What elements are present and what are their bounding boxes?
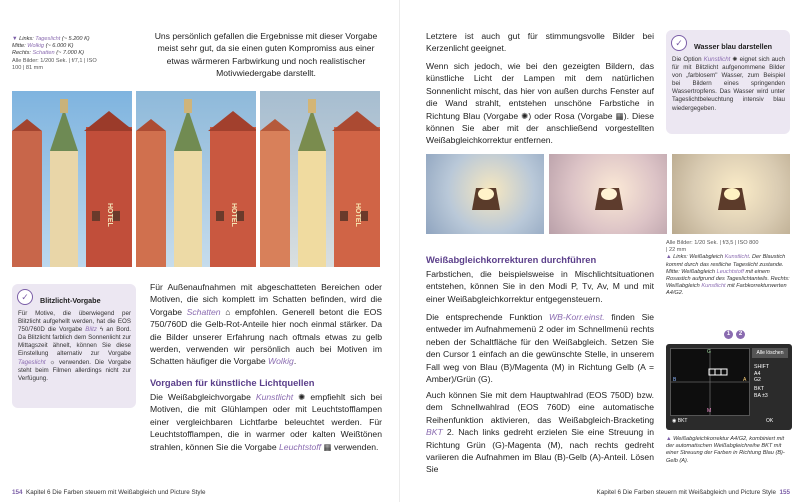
photo-shade [260,91,380,267]
tip-title: Blitzlicht-Vorgabe [40,296,101,305]
wb-grid-lines [671,349,749,415]
right-page [400,0,800,502]
hotel-sign: HOTEL [106,203,113,227]
wb-grid[interactable] [670,348,750,416]
photo-daylight [12,91,132,267]
shift-readout: SHIFT A4 G2 [754,364,769,383]
lamp-photo-corrected [672,154,790,234]
mixed-light-paragraph: Wenn sich jedoch, wie bei den gezeigten Bildern, das künstliche Licht der Lampen mit dem natürlichen Sonnenlicht mischt, das hier von außen durchs Fenster auf die Wand strahlt, entstehen unschöne Farbstiche in Richtung Blau (Vorgabe ✺) oder Rosa (Vorgabe ▦). Diese können Sie aber mit der anschließend vorgestellten Weißabgleichkorrektur entfernen. [426,61,655,146]
axis-a: A [743,377,747,383]
function-paragraph: Die entsprechende Funktion WB-Korr.einst. finden Sie entweder im Aufnahmemenü 2 oder im Schnellmenü rechts neben der Schaltfläche für den Weißabgleich. Setzen Sie den Cursor 1 einfach an die gewünschte Stelle, in unserem Fall weg von Blau (B)/Magenta (M) in Richtung Gelb (A = Amber)/Grün (G). [426,312,654,385]
tower-illustration [260,91,380,267]
tower-illustration [136,91,256,267]
tip-title: Wasser blau darstellen [694,42,773,51]
lamp-photo-fluorescent [549,154,667,234]
screen-caption: ▲ Weißabgleichkorrektur A4/G2, kombiniert mit der automatischen Weißabgleichreihe BKT mit einer Streuung der Farben in Richtung Blau (B)-Gelb (A). [666,436,785,464]
lamp-caption: Alle Bilder: 1/20 Sek. | f/3,5 | ISO 800 | 22 mm ▲ Links: Weißabgleich Kunstlicht. Der Blaustich kommt durch das restliche Tageslicht zustande. Mitte: Weißabgleich Leuchtstoff mit einem Rosastich aufgrund des Tageslichtanteils. Rechts: Weißabgleich Kunstlicht mit Farbkorrekturwerten A4/G2. [666,240,790,297]
tower-illustration [12,91,132,267]
hotel-sign: HOTEL [230,203,237,227]
wall-lamp [549,154,667,234]
lamp-photo-tungsten [426,154,544,234]
check-icon: ✓ [17,289,33,305]
tip-text: Für Motive, die überwiegend per Blitzlicht aufgehellt werden, hat die EOS 750/760D die Vorgabe Blitz ϟ an Bord. Da Blitzlicht farblich dem Sonnenlicht zur Mittagszeit ähnelt, können Sie diese Einstellung alternativ zur Vorgabe Tageslicht ☼ verwenden. Die Vorgabe steht beim Filmen allerdings nicht zur Verfügung. [18,310,132,382]
artificial-light-paragraph: Die Weißabgleichvorgabe Kunstlicht ✺ empfiehlt sich bei Motiven, die mit Glühlampen oder mit Leuchtstofflampen einer vergleichbaren Lichtfarbe beleuchtet werden. Für Leuchtstofflampen, die in warmer oder kalten Weißtönen strahlen, können Sie die Vorgabe Leuchtstoff ▦ verwenden. [150,392,383,452]
candle-paragraph: Letztere ist auch gut für stimmungsvolle Bilder bei Kerzenlicht geeignet. [426,31,654,54]
clear-all-button[interactable]: Alle löschen [752,348,788,358]
camera-screen [666,344,792,430]
intro-paragraph: Uns persönlich gefallen die Ergebnisse mit dieser Vorgabe meist sehr gut, da sie einen guten Kompromiss aus einer etwas wärmeren Farbwirkung und noch realistischer Motivwiedergabe darstellt. [154,31,378,79]
check-icon: ✓ [671,35,687,51]
tip-text: Die Option Kunstlicht ✺ eignet sich auch für mit Blitzlicht aufgenommene Bilder von „farblosem" Wasser, zum Beispiel bei Bildern eines springenden Wassertropfens. Das Wasser wird unter Tageslichtbeleuchtung intensiv blau wiedergegeben. [672,56,785,112]
page-footer: 154 Kapitel 6 Die Farben steuern mit Weißabgleich und Picture Style [12,489,206,496]
photo-cloudy [136,91,256,267]
correction-paragraph: Farbstichen, die beispielsweise in Mischlichtsituationen entstehen, können Sie in den Modi P, Tv, Av, M und mit einer Weißabgleichkorrektur entgegensteuern. [426,269,654,304]
hotel-sign: HOTEL [354,203,361,227]
axis-b: B [673,377,677,383]
callout-marker-1: 1 [724,330,733,339]
photo-caption: ▼ Links: Tageslicht (~ 5.200 K) Mitte: Wolkig (~ 6.000 K) Rechts: Schatten (~ 7.000 K) Alle Bilder: 1/200 Sek. | f/7,1 | ISO 100 | 81 mm [12,36,97,71]
axis-m: M [707,408,712,414]
tip-box-flash [12,284,136,408]
bracketing-paragraph: Auch können Sie mit dem Hauptwahlrad (EOS 750D) bzw. dem Schnellwahlrad (EOS 760D) eine automatische Reihenfunktion aktivieren, das Weißabgleich-Bracketing BKT 2. Nach links gedreht erzielen Sie eine Streuung in Richtung Grün (G)-Magenta (M), nach rechts gedreht variieren die Aufnahmen im Blau (B)-Gelb (A)-Anteil. Lösen Sie [426,390,654,475]
page-footer: Kapitel 6 Die Farben steuern mit Weißabgleich und Picture Style 155 [596,489,790,496]
section-heading: Weißabgleichkorrekturen durchführen [426,254,597,265]
bkt-dial-hint[interactable]: ◉ BKT [672,418,688,424]
ok-hint[interactable]: OK [766,418,774,424]
callout-marker-2: 2 [736,330,745,339]
bkt-readout: BKT BA ±3 [754,386,768,399]
axis-g: G [707,349,711,355]
section-heading: Vorgaben für künstliche Lichtquellen [150,377,315,388]
wall-lamp [426,154,544,234]
wall-lamp [672,154,790,234]
tip-box-water [666,30,790,134]
shade-paragraph: Für Außenaufnahmen mit abgeschatteten Bereichen oder Motiven, die sich komplett im Schatten befinden, wird die Vorgabe Schatten ⌂ empfohlen. Generell betont die EOS 750/760D die Gelb-Rot-Anteile hier noch einmal stärker. Da die Bilder unserer Erfahrung nach oftmals etwas zu gelb werden, verwenden wir persönlich auch bei Motiven im Schatten häufiger die Vorgabe Wolkig. [150,282,383,367]
